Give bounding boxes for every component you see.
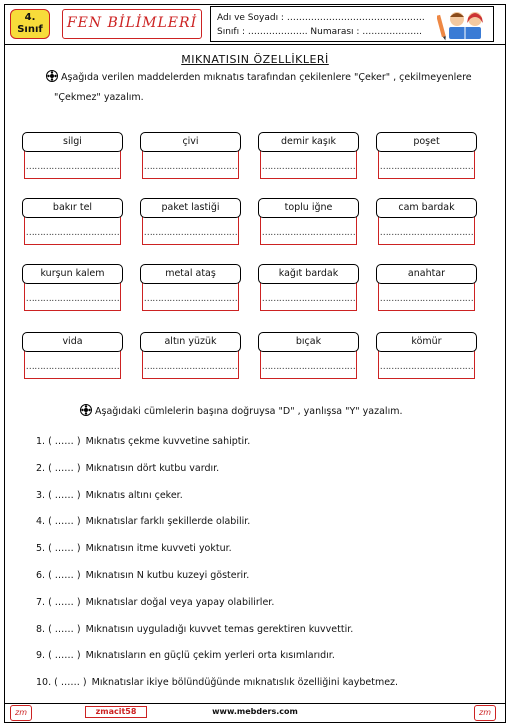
statement-answer-blank[interactable]: 10. ( …… ) bbox=[36, 677, 87, 689]
answer-box[interactable]: …………………………… bbox=[378, 217, 475, 245]
statement-row bbox=[36, 490, 183, 502]
answer-box[interactable]: …………………………… bbox=[260, 283, 357, 311]
answer-box[interactable]: …………………………… bbox=[24, 151, 121, 179]
item-cell bbox=[22, 198, 123, 245]
statement-row bbox=[36, 570, 249, 582]
statement-text: Mıknatısın itme kuvveti yoktur. bbox=[85, 543, 232, 555]
item-label: bakır tel bbox=[22, 198, 123, 218]
answer-box[interactable]: …………………………… bbox=[378, 283, 475, 311]
header-divider bbox=[4, 44, 506, 45]
answer-box[interactable]: …………………………… bbox=[24, 283, 121, 311]
item-cell bbox=[258, 132, 359, 179]
answer-box[interactable]: …………………………… bbox=[260, 217, 357, 245]
flower-icon bbox=[80, 404, 92, 416]
item-cell bbox=[140, 132, 241, 179]
item-cell bbox=[376, 332, 477, 379]
author-code: zmacit58 bbox=[85, 706, 147, 718]
item-label: kurşun kalem bbox=[22, 264, 123, 284]
item-cell bbox=[22, 332, 123, 379]
statement-row bbox=[36, 463, 219, 475]
answer-box[interactable]: …………………………… bbox=[142, 283, 239, 311]
statement-answer-blank[interactable]: 6. ( …… ) bbox=[36, 570, 81, 581]
grade-number: 4. bbox=[24, 12, 36, 23]
item-cell bbox=[376, 132, 477, 179]
answer-box[interactable]: …………………………… bbox=[260, 151, 357, 179]
item-label: altın yüzük bbox=[140, 332, 241, 352]
answer-box[interactable]: …………………………… bbox=[24, 351, 121, 379]
answer-box[interactable]: …………………………… bbox=[142, 151, 239, 179]
statement-text: Mıknatısın dört kutbu vardır. bbox=[85, 462, 220, 474]
flower-icon bbox=[46, 70, 58, 82]
statement-text: Mıknatıs altını çeker. bbox=[85, 489, 183, 501]
answer-box[interactable]: …………………………… bbox=[378, 151, 475, 179]
statement-answer-blank[interactable]: 7. ( …… ) bbox=[36, 596, 81, 608]
item-cell bbox=[22, 264, 123, 311]
section2-instruction bbox=[80, 404, 500, 419]
item-label: demir kaşık bbox=[258, 132, 359, 152]
item-cell bbox=[258, 198, 359, 245]
statement-row bbox=[36, 677, 398, 689]
statement-text: Mıknatısların en güçlü çekim yerleri orta kısımlarıdır. bbox=[85, 650, 335, 662]
statement-answer-blank[interactable]: 8. ( …… ) bbox=[36, 623, 81, 635]
item-label: metal ataş bbox=[140, 264, 241, 284]
statement-text: Mıknatısın uyguladığı kuvvet temas gerektiren kuvvettir. bbox=[85, 623, 354, 635]
statement-text: Mıknatıslar doğal veya yapay olabilirler. bbox=[85, 596, 275, 608]
instruction-text: Aşağıdaki cümlelerin başına doğruysa "D" , yanlışsa "Y" yazalım. bbox=[95, 406, 403, 417]
statement-answer-blank[interactable]: 1. ( …… ) bbox=[36, 436, 81, 447]
item-label: çivi bbox=[140, 132, 241, 152]
children-reading-icon bbox=[437, 9, 489, 41]
statement-row bbox=[36, 624, 353, 636]
statement-row bbox=[36, 436, 250, 448]
item-cell bbox=[376, 264, 477, 311]
item-label: cam bardak bbox=[376, 198, 477, 218]
item-label: paket lastiği bbox=[140, 198, 241, 218]
statement-text: Mıknatıslar farklı şekillerde olabilir. bbox=[85, 516, 251, 528]
grade-label: Sınıf bbox=[17, 24, 43, 35]
name-line[interactable]: Adı ve Soyadı : ………………………………………. bbox=[217, 13, 425, 23]
student-info-box bbox=[210, 6, 494, 42]
item-cell bbox=[258, 332, 359, 379]
grade-badge bbox=[10, 9, 50, 39]
item-cell bbox=[140, 264, 241, 311]
answer-box[interactable]: …………………………… bbox=[260, 351, 357, 379]
statement-row bbox=[36, 516, 250, 528]
item-label: kömür bbox=[376, 332, 477, 352]
item-label: silgi bbox=[22, 132, 123, 152]
statement-answer-blank[interactable]: 9. ( …… ) bbox=[36, 650, 81, 662]
answer-box[interactable]: …………………………… bbox=[142, 217, 239, 245]
item-label: toplu iğne bbox=[258, 198, 359, 218]
answer-box[interactable]: …………………………… bbox=[142, 351, 239, 379]
class-number-line[interactable]: Sınıfı : ……………….. Numarası : ……………….. bbox=[217, 27, 423, 37]
answer-box[interactable]: …………………………… bbox=[24, 217, 121, 245]
item-cell bbox=[258, 264, 359, 311]
item-cell bbox=[140, 198, 241, 245]
section1-instruction bbox=[46, 70, 496, 85]
statement-answer-blank[interactable]: 2. ( …… ) bbox=[36, 462, 81, 474]
footer-logo-left: zm bbox=[10, 705, 32, 721]
item-cell bbox=[22, 132, 123, 179]
statement-text: Mıknatıs çekme kuvvetine sahiptir. bbox=[85, 436, 251, 447]
statement-row bbox=[36, 543, 232, 555]
item-label: kağıt bardak bbox=[258, 264, 359, 284]
instruction-line-2: "Çekmez" yazalım. bbox=[54, 92, 144, 103]
item-label: poşet bbox=[376, 132, 477, 152]
website-link[interactable]: www.mebders.com bbox=[212, 707, 298, 716]
statement-row bbox=[36, 650, 335, 662]
statement-answer-blank[interactable]: 4. ( …… ) bbox=[36, 516, 81, 528]
statement-answer-blank[interactable]: 3. ( …… ) bbox=[36, 489, 81, 501]
answer-box[interactable]: …………………………… bbox=[378, 351, 475, 379]
footer-logo-right: zm bbox=[474, 705, 496, 721]
item-label: vida bbox=[22, 332, 123, 352]
subject-title: FEN BİLİMLERİ bbox=[62, 9, 202, 39]
statement-row bbox=[36, 597, 274, 609]
instruction-line-1: Aşağıda verilen maddelerden mıknatıs tarafından çekilenlere "Çeker" , çekilmeyenlere bbox=[61, 72, 472, 83]
page-title: MIKNATISIN ÖZELLİKLERİ bbox=[181, 53, 329, 66]
item-label: anahtar bbox=[376, 264, 477, 284]
item-label: bıçak bbox=[258, 332, 359, 352]
statement-answer-blank[interactable]: 5. ( …… ) bbox=[36, 543, 81, 555]
item-cell bbox=[140, 332, 241, 379]
statement-text: Mıknatıslar ikiye bölündüğünde mıknatıslık özelliğini kaybetmez. bbox=[91, 677, 399, 689]
statement-text: Mıknatısın N kutbu kuzeyi gösterir. bbox=[85, 570, 250, 581]
item-cell bbox=[376, 198, 477, 245]
